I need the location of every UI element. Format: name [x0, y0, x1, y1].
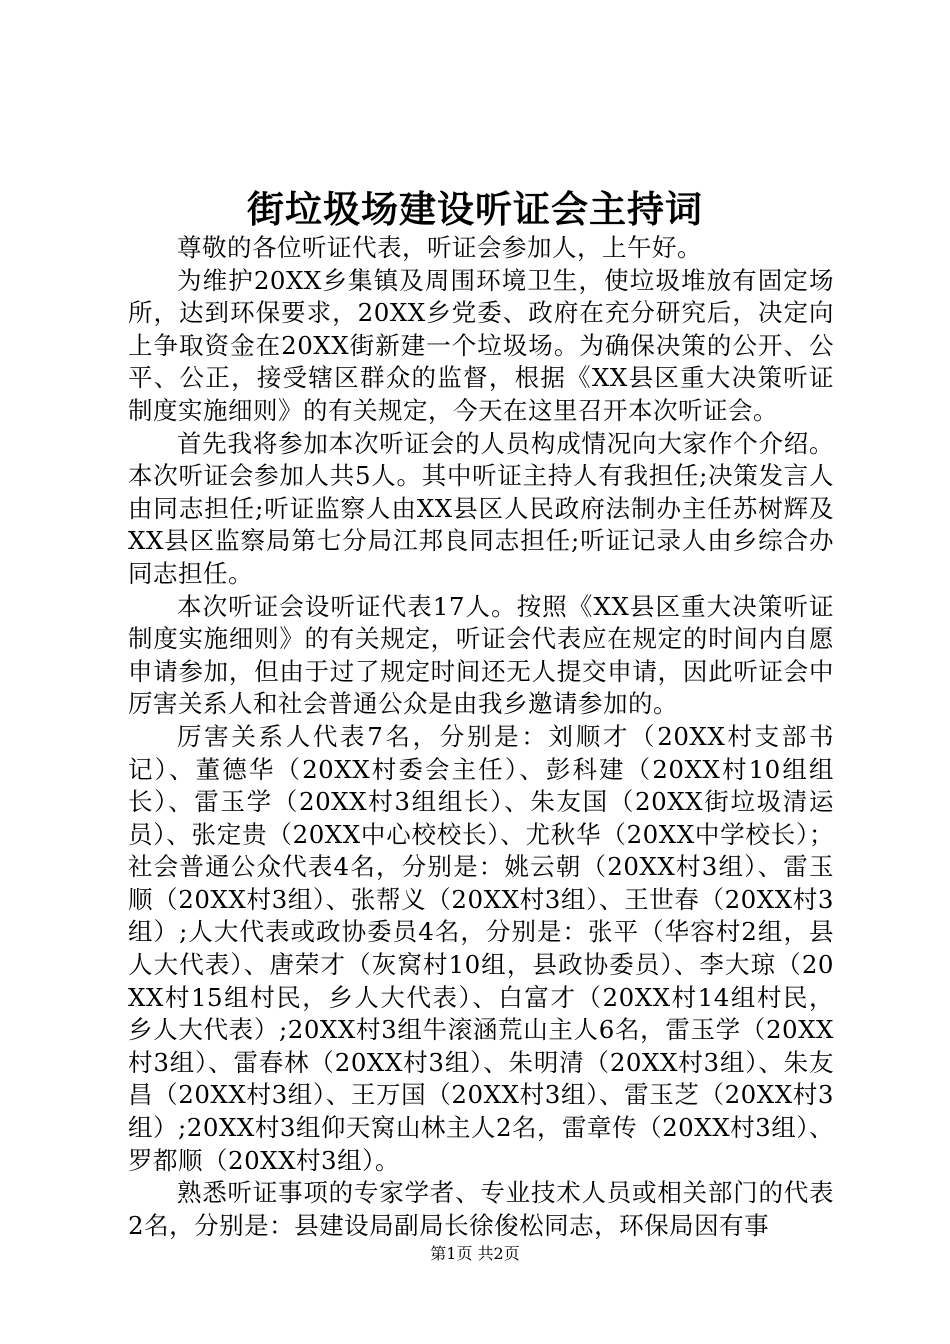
document-body: [128, 232, 834, 1242]
paragraph-purpose: 为维护20XX乡集镇及周围环境卫生，使垃圾堆放有固定场所，达到环保要求，20XX乡党委、政府在充分研究后，决定向上争取资金在20XX街新建一个垃圾场。为确保决策的公开、公平、公正，接受辖区群众的监督，根据《XX县区重大决策听证制度实施细则》的有关规定，今天在这里召开本次听证会。: [128, 265, 834, 425]
paragraph-representative-list: 厉害关系人代表7名，分别是：刘顺才（20XX村支部书记）、董德华（20XX村委会主任）、彭科建（20XX村10组组长）、雷玉学（20XX村3组组长）、朱友国（20XX街垃圾清运员）、张定贵（20XX中心校校长）、尤秋华（20XX中学校长）；社会普通公众代表4名，分别是：姚云朝（20XX村3组）、雷玉顺（20XX村3组）、张帮义（20XX村3组）、王世春（20XX村3组）;人大代表或政协委员4名，分别是：张平（华容村2组，县人大代表）、唐荣才（灰窝村10组，县政协委员）、李大琼（20XX村15组村民，乡人大代表）、白富才（20XX村14组村民，乡人大代表）;20XX村3组牛滚涵荒山主人6名，雷玉学（20XX村3组）、雷春林（20XX村3组）、朱明清（20XX村3组）、朱友昌（20XX村3组）、王万国（20XX村3组）、雷玉芝（20XX村3组）;20XX村3组仰天窝山林主人2名，雷章传（20XX村3组）、罗都顺（20XX村3组）。: [128, 721, 834, 1175]
document-title: 街垃圾场建设听证会主持词: [247, 187, 703, 231]
paragraph-participants: 首先我将参加本次听证会的人员构成情况向大家作个介绍。本次听证会参加人共5人。其中听证主持人有我担任;决策发言人由同志担任;听证监察人由XX县区人民政府法制办主任苏树辉及XX县区监察局第七分局江邦良同志担任;听证记录人由乡综合办同志担任。: [128, 428, 834, 588]
paragraph-representatives: 本次听证会设听证代表17人。按照《XX县区重大决策听证制度实施细则》的有关规定，听证会代表应在规定的时间内自愿申请参加，但由于过了规定时间还无人提交申请，因此听证会中厉害关系人和社会普通公众是由我乡邀请参加的。: [128, 591, 834, 719]
paragraph-experts: 熟悉听证事项的专家学者、专业技术人员或相关部门的代表2名，分别是：县建设局副局长徐俊松同志，环保局因有事: [128, 1178, 834, 1240]
paragraph-greeting: 尊敬的各位听证代表，听证会参加人，上午好。: [177, 233, 702, 262]
page-number: 第1页 共2页: [430, 1244, 520, 1263]
